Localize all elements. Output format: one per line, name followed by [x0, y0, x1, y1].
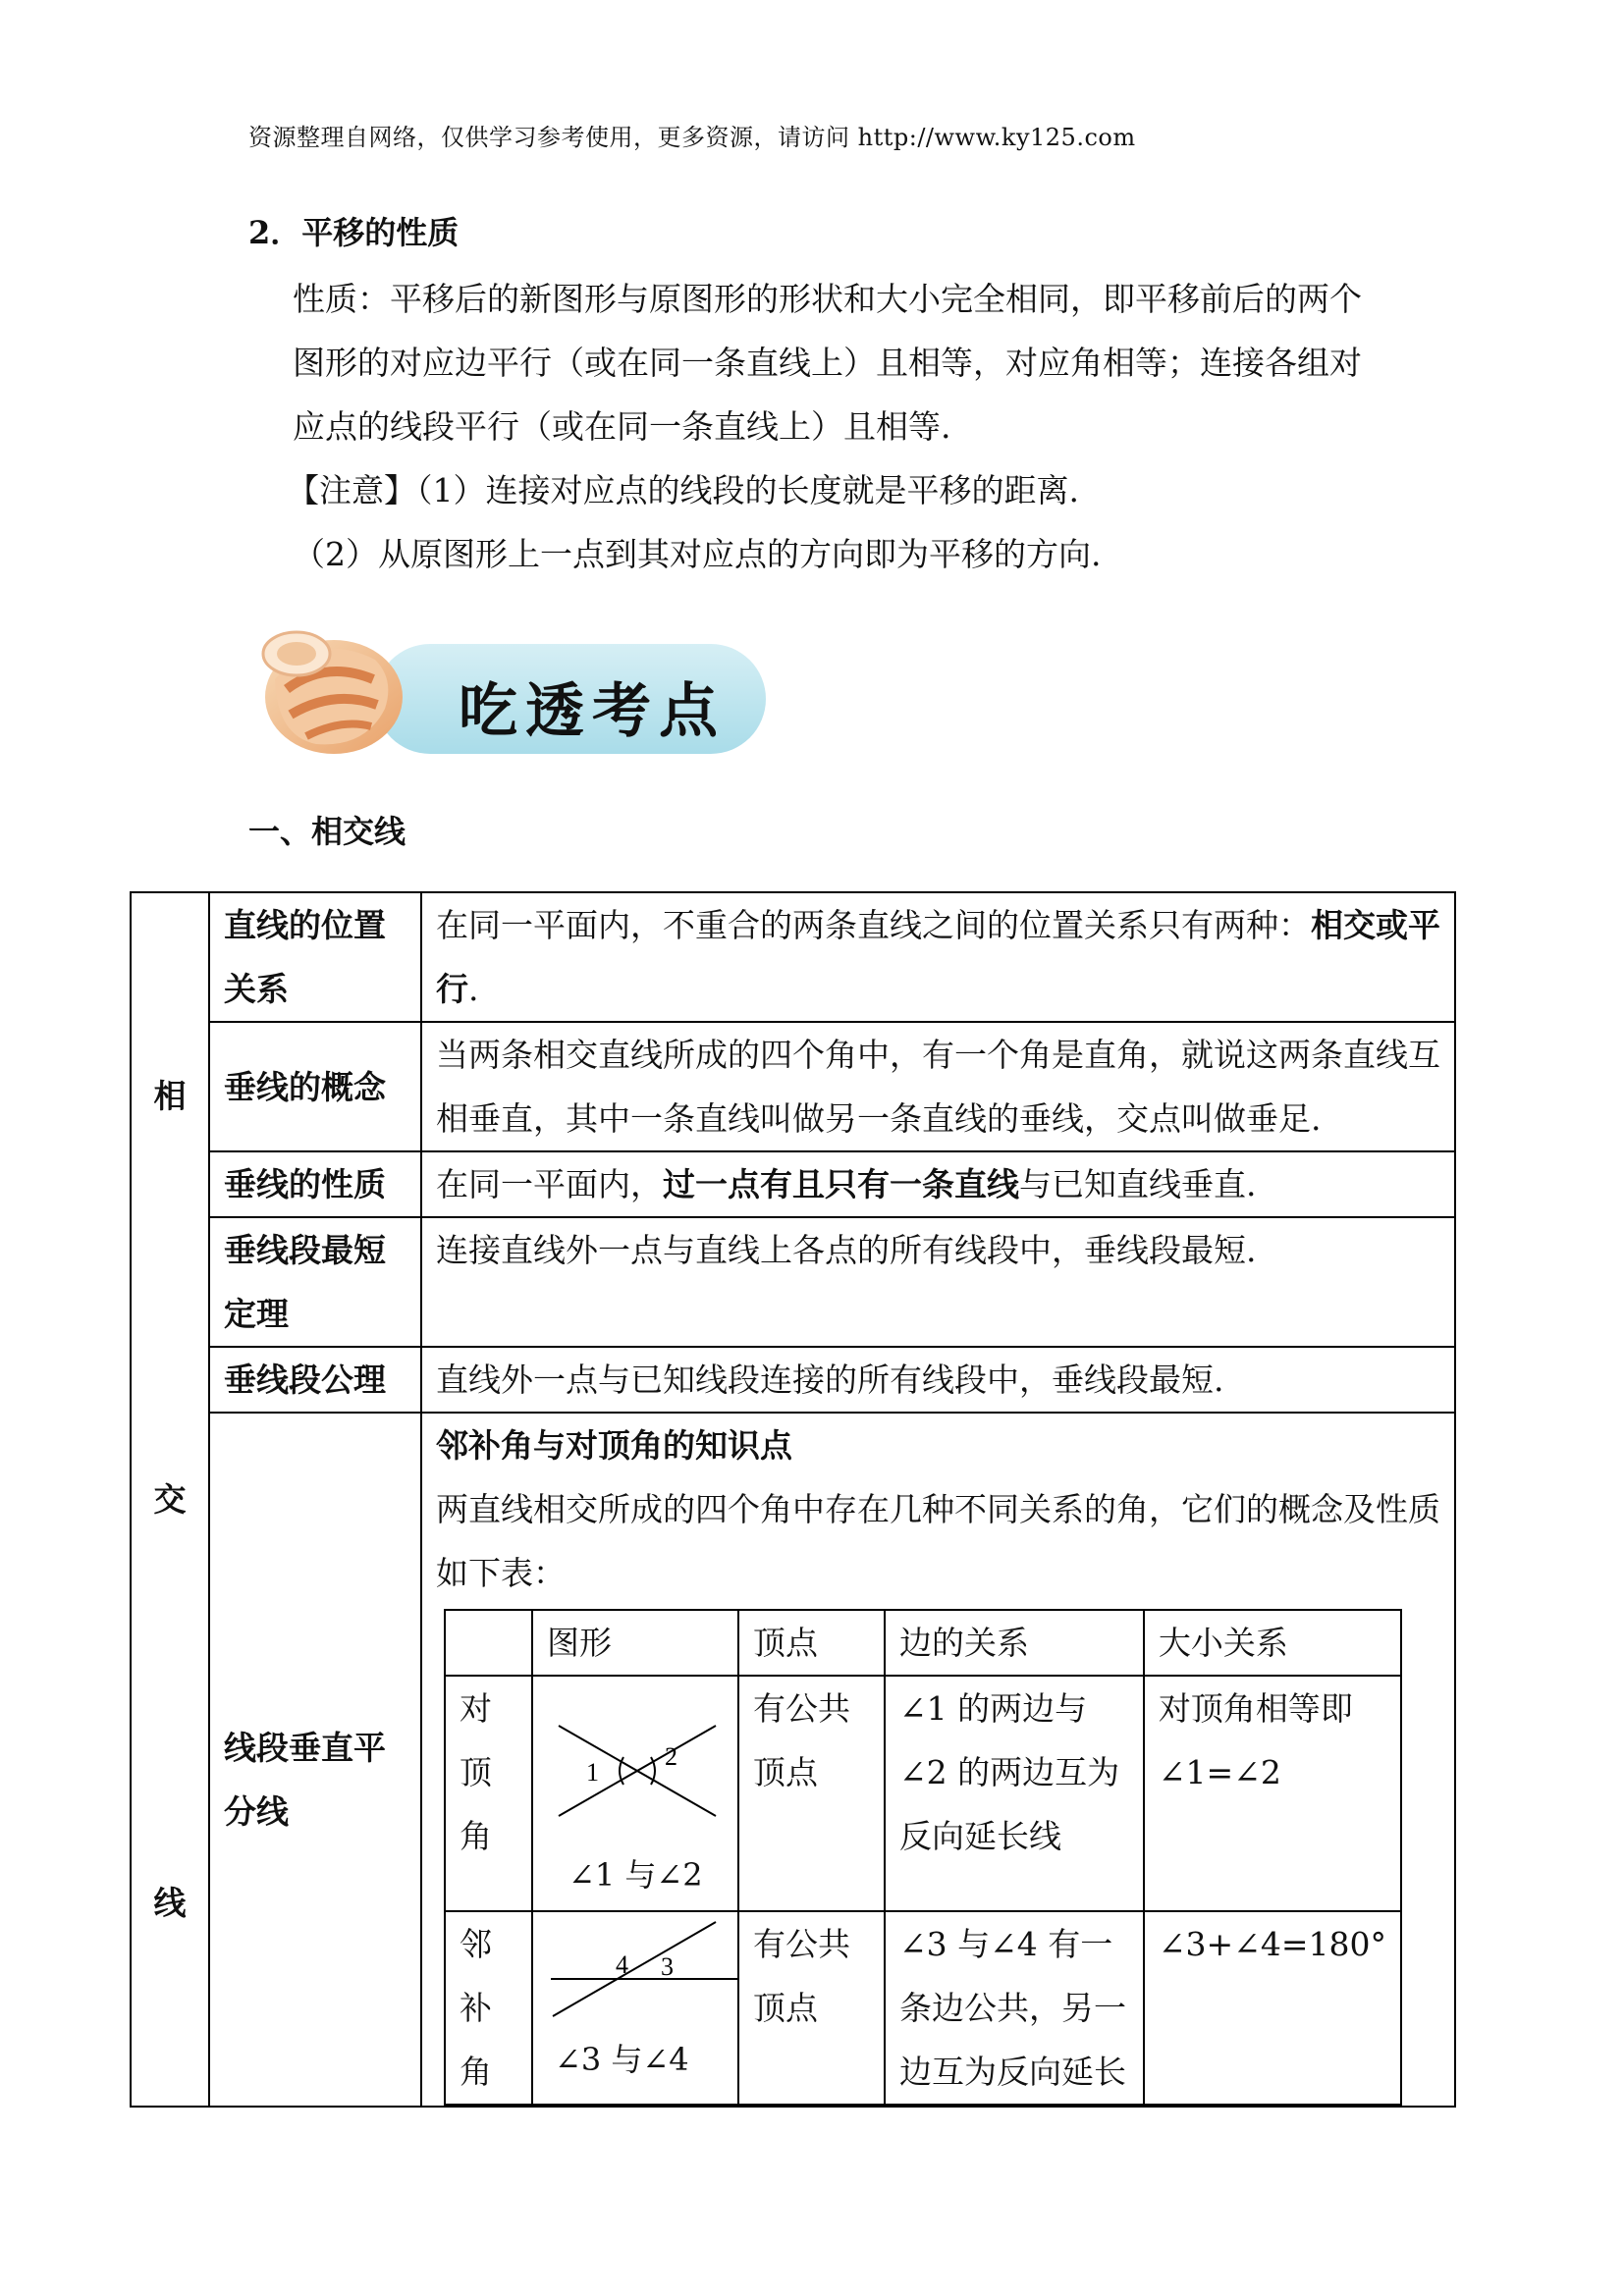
vertical-angles-figure [533, 1686, 737, 1853]
sides-cell: ∠3 与∠4 有一条边公共，另一边互为反向延长 [885, 1911, 1144, 2105]
row-content: 在同一平面内，过一点有且只有一条直线与已知直线垂直. [421, 1151, 1455, 1217]
side-cell [131, 892, 209, 2107]
inner-header: 大小关系 [1144, 1610, 1401, 1676]
vertex-cell: 有公共顶点 [738, 1676, 885, 1911]
table-row [131, 892, 1455, 1022]
row-content: 在同一平面内，不重合的两条直线之间的位置关系只有两种：相交或平行. [421, 892, 1455, 1022]
table-row [131, 1347, 1455, 1413]
inner-header-row [445, 1610, 1401, 1676]
row-label: 直线的位置关系 [209, 892, 421, 1022]
angle-label: 2 [665, 1742, 678, 1771]
body-line: 性质：平移后的新图形与原图形的形状和大小完全相同，即平移前后的两个 [293, 280, 1362, 318]
size-cell: ∠3+∠4=180° [1144, 1911, 1401, 2105]
size-cell: 对顶角相等即∠1=∠2 [1144, 1676, 1401, 1911]
inner-row [445, 1911, 1401, 2105]
row-content: 当两条相交直线所成的四个角中，有一个角是直角，就说这两条直线互相垂直，其中一条直线叫做另一条直线的垂线，交点叫做垂足. [421, 1022, 1455, 1151]
side-char: 相 [153, 1076, 187, 1115]
row-label: 垂线段公理 [209, 1347, 421, 1413]
row-label: 线段垂直平分线 [209, 1413, 421, 2107]
vertex-cell: 有公共顶点 [738, 1911, 885, 2105]
section-body [287, 267, 1412, 586]
row-label: 垂线段最短定理 [209, 1217, 421, 1347]
inner-header: 顶点 [738, 1610, 885, 1676]
sides-cell: ∠1 的两边与∠2 的两边互为反向延长线 [885, 1676, 1144, 1911]
table-row [131, 1151, 1455, 1217]
part-title: 一、相交线 [248, 813, 406, 850]
figure-cell [532, 1676, 738, 1911]
inner-header: 图形 [532, 1610, 738, 1676]
row-content: 连接直线外一点与直线上各点的所有线段中，垂线段最短. [421, 1217, 1455, 1347]
side-char: 线 [153, 1884, 187, 1923]
row-text: 两直线相交所成的四个角中存在几种不同关系的角，它们的概念及性质如下表： [436, 1490, 1440, 1592]
page-header: 资源整理自网络，仅供学习参考使用，更多资源，请访问 http://www.ky125.com [248, 124, 1136, 151]
note-line: 【注意】（1）连接对应点的线段的长度就是平移的距离. [287, 471, 1079, 509]
angle-label: 4 [616, 1950, 629, 1979]
topic-banner [257, 620, 768, 758]
angle-label: 3 [661, 1952, 675, 1981]
knowledge-table [130, 891, 1456, 2108]
angle-table [444, 1609, 1402, 2106]
table-row [131, 1413, 1455, 2107]
side-char: 交 [153, 1479, 187, 1519]
seashell-icon [263, 632, 403, 754]
row-heading: 邻补角与对顶角的知识点 [436, 1426, 792, 1465]
figure-caption: ∠1 与∠2 [568, 1856, 703, 1894]
row-content [421, 1413, 1455, 2107]
section-title: 2．平移的性质 [248, 214, 460, 251]
angle-name: 邻补角 [445, 1911, 532, 2105]
figure-cell [532, 1911, 738, 2105]
row-label: 垂线的概念 [209, 1022, 421, 1151]
note-line: （2）从原图形上一点到其对应点的方向即为平移的方向. [293, 535, 1102, 573]
figure-caption: ∠3 与∠4 [555, 2041, 689, 2078]
inner-header [445, 1610, 532, 1676]
inner-row [445, 1676, 1401, 1911]
row-label: 垂线的性质 [209, 1151, 421, 1217]
angle-label: 1 [586, 1758, 600, 1787]
table-row [131, 1022, 1455, 1151]
body-line: 应点的线段平行（或在同一条直线上）且相等. [293, 407, 951, 446]
angle-name: 对顶角 [445, 1676, 532, 1911]
row-content: 直线外一点与已知线段连接的所有线段中，垂线段最短. [421, 1347, 1455, 1413]
inner-header: 边的关系 [885, 1610, 1144, 1676]
banner-title: 吃透考点 [459, 677, 726, 746]
body-line: 图形的对应边平行（或在同一条直线上）且相等，对应角相等；连接各组对 [293, 344, 1362, 382]
adjacent-angles-figure [533, 1912, 737, 2040]
table-row [131, 1217, 1455, 1347]
